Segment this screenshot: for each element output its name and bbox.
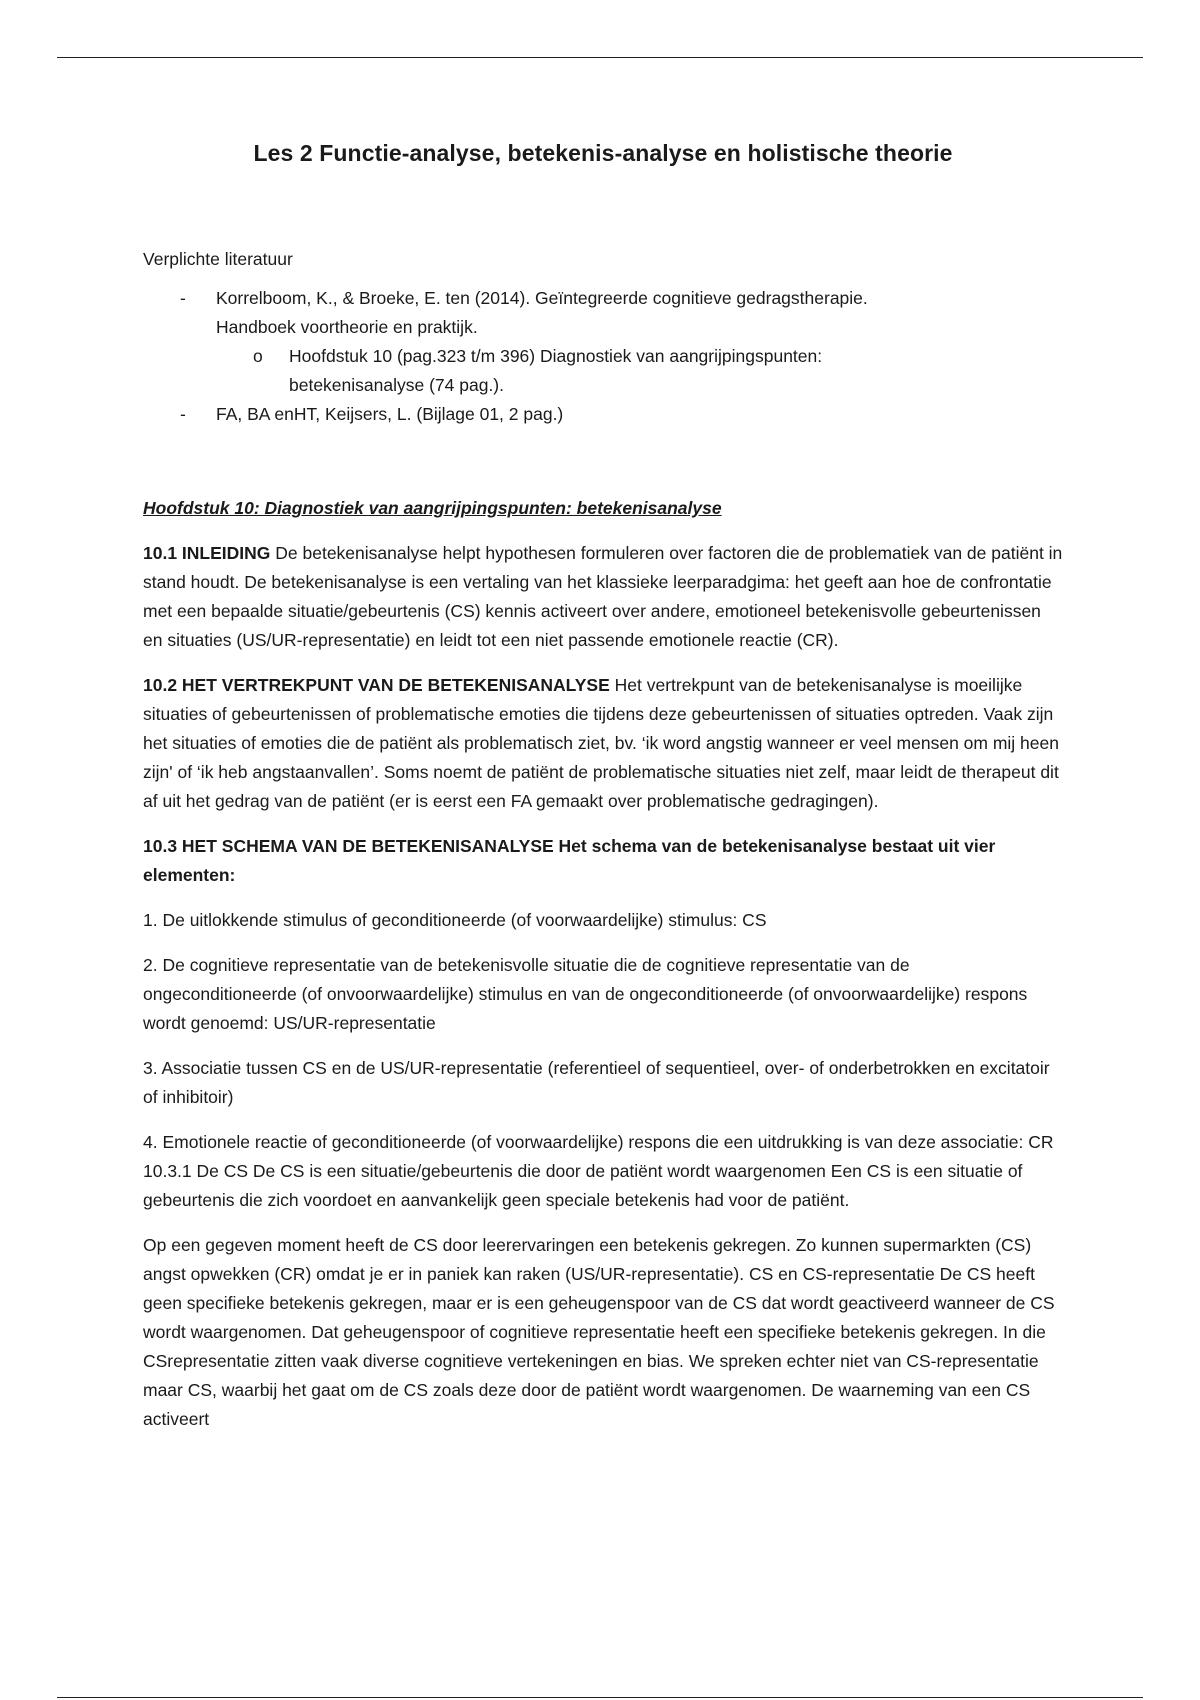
paragraph-inleiding xyxy=(143,539,1063,655)
list-item xyxy=(216,342,1063,400)
schema-item-2: 2. De cognitieve representatie van de betekenisvolle situatie die de cognitieve representatie van de ongeconditioneerde (of onvoorwaardelijke) stimulus en van de ongeconditioneerde (of onvoorwaardelijke) respons wordt genoemd: US/UR-representatie xyxy=(143,955,1028,1033)
list-item xyxy=(143,400,1063,429)
document-title: Les 2 Functie-analyse, betekenis-analyse en holistische theorie xyxy=(253,140,953,166)
paragraph-schema: 10.3 HET SCHEMA VAN DE BETEKENISANALYSE Het schema van de betekenisanalyse bestaat uit vier elementen: xyxy=(143,836,996,885)
literature-sublist xyxy=(216,342,1063,400)
schema-item-3: 3. Associatie tussen CS en de US/UR-representatie (referentieel of sequentieel, over- of onderbetrokken en excitatoir of inhibitoir) xyxy=(143,1058,1050,1107)
section-lead: 10.1 INLEIDING xyxy=(143,543,271,563)
paragraph-text: Het vertrekpunt van de betekenisanalyse is moeilijke situaties of gebeurtenissen of problematische emoties die tijdens deze gebeurtenissen of situaties optreden. Vaak zijn het situaties of emoties die de patiënt als problematisch ziet, bv. ‘ik word angstig wanneer er veel mensen om mij heen zijn' of ‘ik heb angstaanvallen’. Soms noemt de patiënt de problematische situaties niet zelf, maar leidt de therapeut dit af uit het gedrag van de patiënt (er is eerst een FA gemaakt over problematische gedragingen). xyxy=(143,675,1059,811)
schema-item-4: 4. Emotionele reactie of geconditioneerde (of voorwaardelijke) respons die een uitdrukking is van deze associatie: CR 10.3.1 De CS De CS is een situatie/gebeurtenis die door de patiënt wordt waargenomen Een CS is een situatie of gebeurtenis die zich voordoet en aanvankelijk geen speciale betekenis had voor de patiënt. xyxy=(143,1132,1054,1210)
paragraph-vertrekpunt xyxy=(143,671,1063,816)
literature-list xyxy=(143,284,1063,429)
top-rule xyxy=(57,57,1143,58)
paragraph-text: De betekenisanalyse helpt hypothesen formuleren over factoren die de problematiek van de patiënt in stand houdt. De betekenisanalyse is een vertaling van het klassieke leerparadgima: het geeft aan hoe de confrontatie met een bepaalde situatie/gebeurtenis (CS) kennis activeert over andere, emotioneel betekenisvolle gebeurtenissen en situaties (US/UR-representatie) en leidt tot een niet passende emotionele reactie (CR). xyxy=(143,543,1063,650)
literature-item-text: Korrelboom, K., & Broeke, E. ten (2014). Geïntegreerde cognitieve gedragstherapie. xyxy=(216,288,868,308)
literature-item-text-cont: Handboek voortheorie en praktijk. xyxy=(216,317,478,337)
dash-bullet: - xyxy=(180,404,186,424)
circle-bullet: o xyxy=(253,346,263,366)
literature-subitem-text: Hoofdstuk 10 (pag.323 t/m 396) Diagnostiek van aangrijpingspunten: xyxy=(289,346,823,366)
literature-heading: Verplichte literatuur xyxy=(143,249,293,269)
dash-bullet: - xyxy=(180,288,186,308)
section-lead: 10.2 HET VERTREKPUNT VAN DE BETEKENISANALYSE xyxy=(143,675,610,695)
chapter-heading: Hoofdstuk 10: Diagnostiek van aangrijpingspunten: betekenisanalyse xyxy=(143,498,722,518)
schema-item-1: 1. De uitlokkende stimulus of geconditioneerde (of voorwaardelijke) stimulus: CS xyxy=(143,910,767,930)
document-page xyxy=(143,140,1063,1434)
paragraph-cs-representatie: Op een gegeven moment heeft de CS door leerervaringen een betekenis gekregen. Zo kunnen supermarkten (CS) angst opwekken (CR) omdat je er in paniek kan raken (US/UR-representatie). CS en CS-representatie De CS heeft geen specifieke betekenis gekregen, maar er is een geheugenspoor van de CS dat wordt geactiveerd wanneer de CS wordt waargenomen. Dat geheugenspoor of cognitieve representatie heeft een specifieke betekenis gekregen. In die CSrepresentatie zitten vaak diverse cognitieve vertekeningen en bias. We spreken echter niet van CS-representatie maar CS, waarbij het gaat om de CS zoals deze door de patiënt wordt waargenomen. De waarneming van een CS activeert xyxy=(143,1235,1055,1429)
literature-subitem-text-cont: betekenisanalyse (74 pag.). xyxy=(289,375,504,395)
list-item xyxy=(143,284,1063,400)
bottom-rule xyxy=(57,1697,1143,1698)
literature-item-text: FA, BA enHT, Keijsers, L. (Bijlage 01, 2 pag.) xyxy=(216,404,564,424)
